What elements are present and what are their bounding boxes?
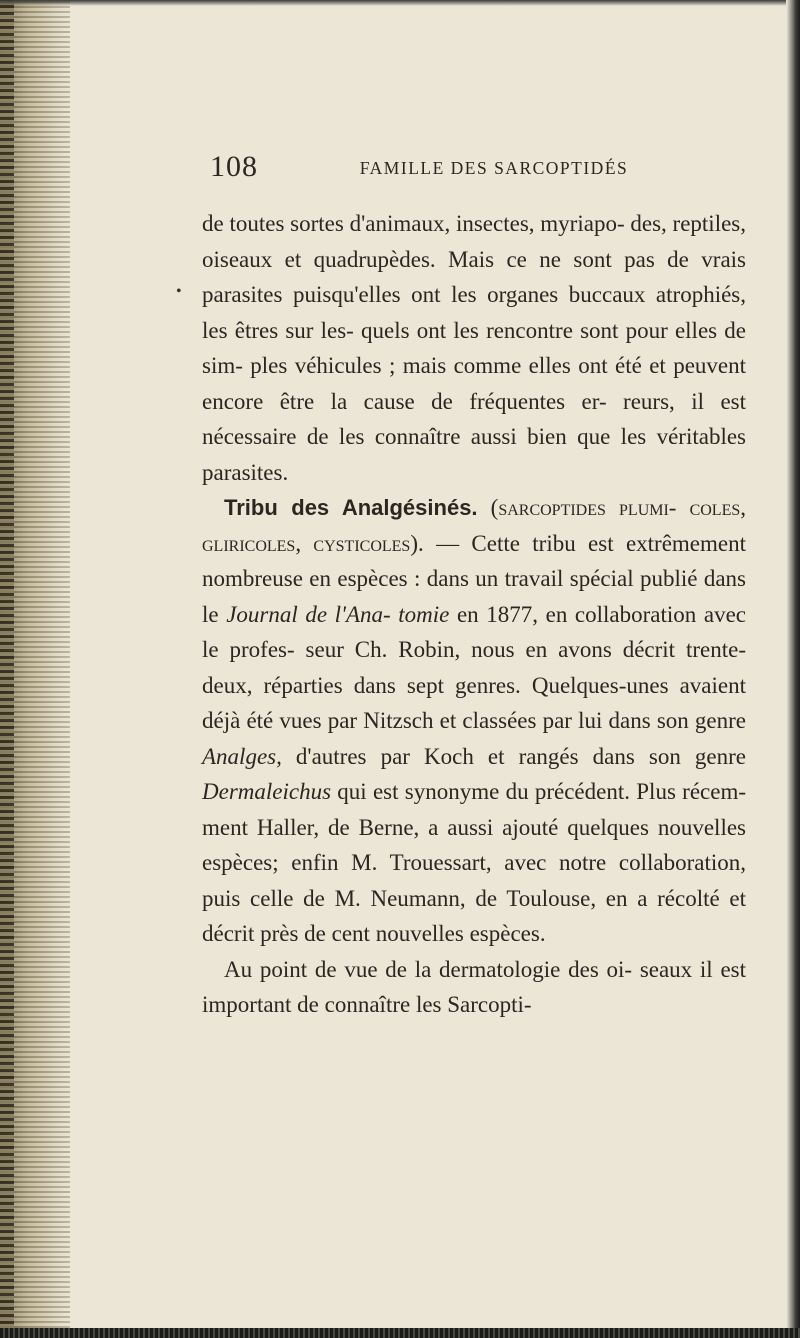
page-top-edge xyxy=(0,0,800,6)
paragraph-2-text-a: — Cette tribu est extrêmement nombreuse en espèces : dans un travail spécial publié dans le xyxy=(202,530,746,627)
paragraph-2 xyxy=(202,490,746,952)
book-gutter xyxy=(0,0,70,1338)
tribe-subtitle: (sarcoptides plumi- coles, gliricoles, cysticoles). xyxy=(202,495,747,556)
page-number: 108 xyxy=(210,150,258,183)
journal-title: Journal de l'Ana- tomie xyxy=(226,601,450,627)
running-head: FAMILLE DES SARCOPTIDÉS xyxy=(359,158,629,178)
paragraph-3: Au point de vue de la dermatologie des oi- seaux il est important de connaître les Sarcopti- xyxy=(202,956,746,1017)
book-page xyxy=(202,150,747,1017)
paragraph-1: de toutes sortes d'animaux, insectes, myriapo- des, reptiles, oiseaux et quadrupèdes. Mais ce ne sont pas de vrais parasites puisqu'elles ont les organes buccaux atrophiés, les êtres sur les- quels ont les rencontre sont pour elles de sim- ples véhicules ; mais comme elles ont été et peuvent encore être la cause de fréquentes er- reurs, il est nécessaire de les connaître aussi bien que les véritables parasites. xyxy=(202,211,746,485)
tribe-name: Tribu des Analgésinés. xyxy=(224,495,478,520)
paragraph-2-text-d: qui est synonyme du précédent. Plus récem- ment Haller, de Berne, a aussi ajouté quelques nouvelles espèces; enfin M. Trouessart, avec notre collaboration, puis celle de M. Neumann, de Toulouse, en a récolté et décrit près de cent nouvelles espèces. xyxy=(202,779,746,946)
page-bottom-edge xyxy=(0,1328,800,1338)
genus-dermaleichus: Dermaleichus xyxy=(202,779,332,804)
paragraph-2-text-c: d'autres par Koch et rangés dans son genre xyxy=(281,743,746,769)
page-right-edge xyxy=(786,0,800,1338)
paragraph-2-text-b: en 1877, en collaboration avec le profes- seur Ch. Robin, nous en avons décrit trente- deux, réparties dans sept genres. Quelques-unes avaient déjà été vues par Nitzsch et classées par lui dans son genre xyxy=(202,601,746,733)
margin-mark: • xyxy=(176,283,182,300)
page-header xyxy=(210,150,734,190)
genus-analges: Analges, xyxy=(202,743,282,769)
body-text xyxy=(202,206,746,1023)
